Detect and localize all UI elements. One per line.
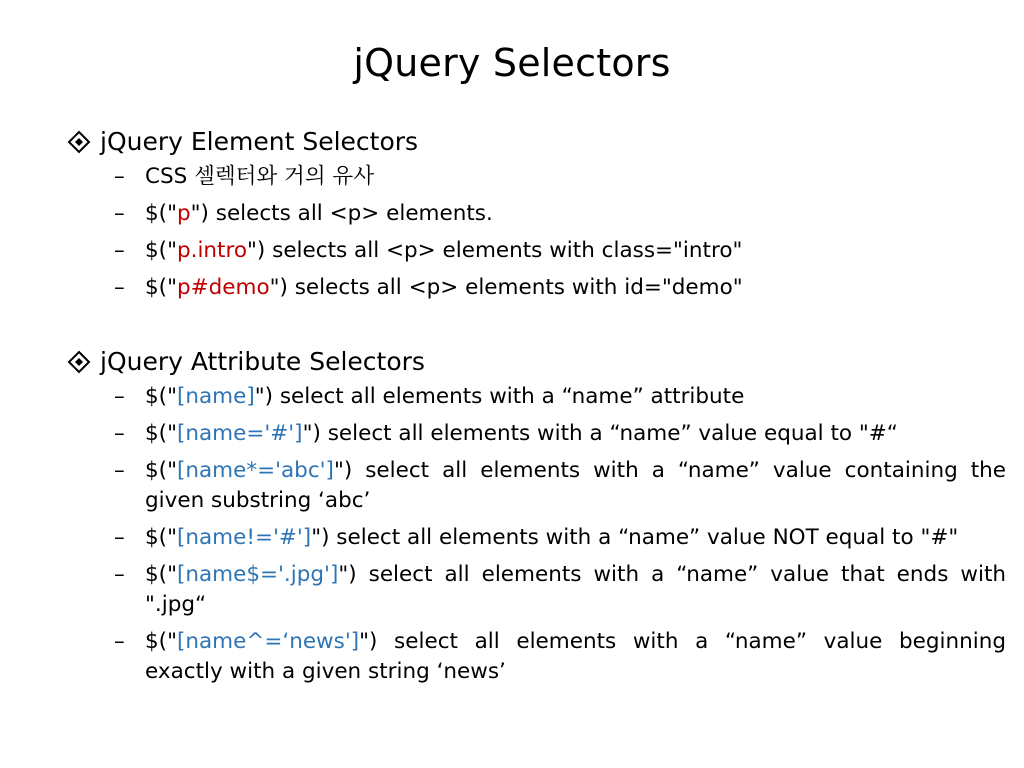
list-item (66, 199, 1006, 229)
list-item (66, 560, 1006, 620)
item-text-after: ") select all elements with a “name” attribute (254, 384, 745, 409)
dash-bullet: – (114, 458, 125, 483)
diamond-bullet-icon (66, 129, 92, 155)
list-item (66, 627, 1006, 687)
item-text-before: $(" (145, 458, 177, 483)
item-code: [name] (176, 384, 255, 409)
list-item (66, 382, 1006, 412)
item-code: p.intro (176, 238, 248, 263)
item-text-before: $(" (145, 275, 177, 300)
section-heading (66, 124, 1006, 160)
dash-bullet: – (114, 562, 125, 587)
dash-bullet: – (114, 201, 125, 226)
item-text-after: ") selects all <p> elements with class="intro" (247, 238, 743, 263)
dash-bullet: – (114, 275, 125, 300)
slide-title: jQuery Selectors (353, 41, 671, 85)
dash-bullet: – (114, 421, 125, 446)
item-code: [name!='#'] (176, 525, 312, 550)
section-heading-text: jQuery Element Selectors (100, 127, 419, 156)
item-code: [name='#'] (176, 421, 303, 446)
list-item (66, 162, 1006, 192)
item-text-after: ") select all elements with a “name” value equal to "#“ (302, 421, 898, 446)
dash-bullet: – (114, 238, 125, 263)
section-element-selectors (66, 124, 1006, 303)
item-text-after: ") select all elements with a “name” value containing the given substring ‘abc’ (145, 458, 1006, 513)
list-item (66, 456, 1006, 516)
item-text-after: ") select all elements with a “name” value beginning exactly with a given string ‘news’ (145, 629, 1006, 684)
item-text-after: ") selects all <p> elements with id="demo" (269, 275, 743, 300)
diamond-bullet-icon (66, 349, 92, 375)
item-code: p (176, 201, 191, 226)
dash-bullet: – (114, 629, 125, 654)
item-text-after: ") selects all <p> elements. (190, 201, 493, 226)
list-item (66, 419, 1006, 449)
item-text-after: ") select all elements with a “name” value NOT equal to "#" (311, 525, 959, 550)
list-item (66, 273, 1006, 303)
list-item (66, 236, 1006, 266)
item-text-before: $(" (145, 525, 177, 550)
item-text-before: $(" (145, 562, 177, 587)
section-attribute-selectors (66, 344, 1006, 687)
item-code: [name$='.jpg'] (176, 562, 339, 587)
item-code: [name^=‘news'] (176, 629, 360, 654)
item-text-before: $(" (145, 201, 177, 226)
dash-bullet: – (114, 384, 125, 409)
dash-bullet: – (114, 164, 125, 189)
section-heading-text: jQuery Attribute Selectors (100, 347, 425, 376)
item-code: p#demo (176, 275, 270, 300)
item-text-before: CSS 셀렉터와 거의 유사 (145, 164, 374, 189)
item-text-after: ") select all elements with a “name” value that ends with ".jpg“ (145, 562, 1006, 617)
item-text-before: $(" (145, 384, 177, 409)
item-text-before: $(" (145, 238, 177, 263)
item-text-before: $(" (145, 629, 177, 654)
list-item (66, 523, 1006, 553)
item-text-before: $(" (145, 421, 177, 446)
dash-bullet: – (114, 525, 125, 550)
item-code: [name*='abc'] (176, 458, 334, 483)
section-heading (66, 344, 1006, 380)
